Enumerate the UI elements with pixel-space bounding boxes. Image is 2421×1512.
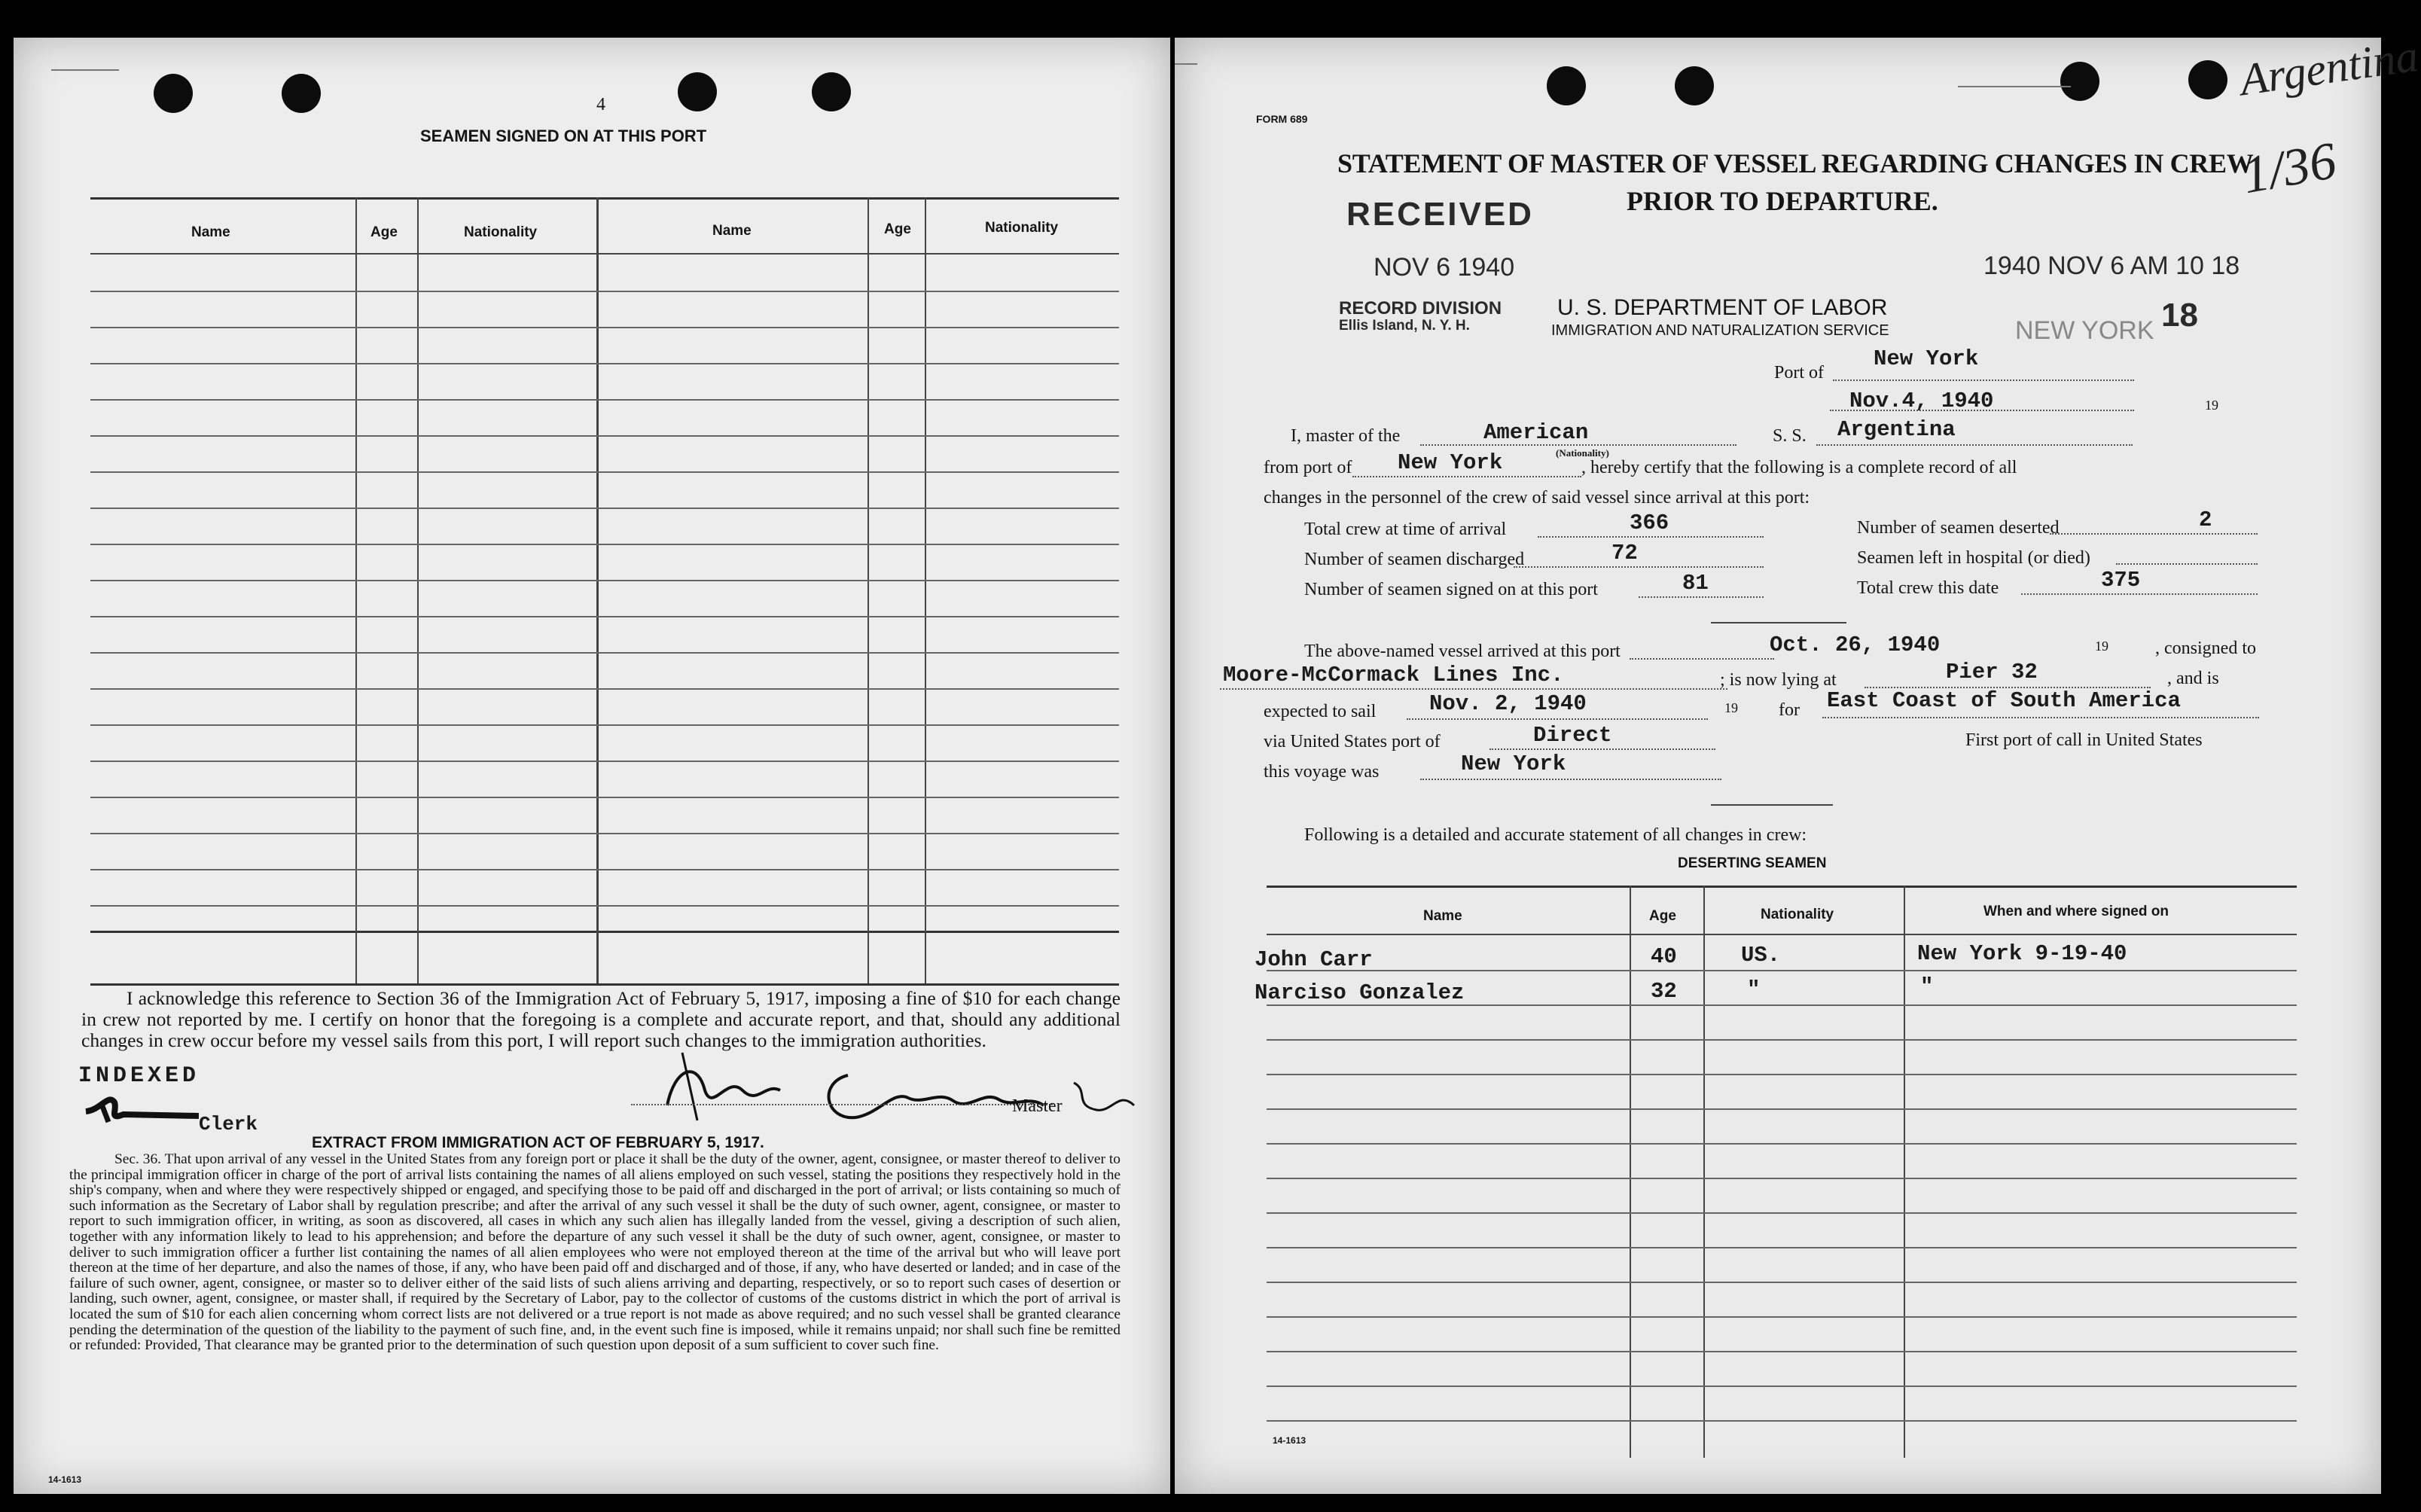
table-row-rule: [1267, 1247, 2297, 1248]
total-crew-arrival-label: Total crew at time of arrival: [1304, 520, 1507, 539]
total-crew-label: Total crew this date: [1857, 578, 1999, 598]
form-code: 14-1613: [48, 1474, 82, 1485]
table-row-rule: [90, 616, 1119, 617]
hospital-label: Seamen left in hospital (or died): [1857, 548, 2090, 568]
table-row-rule: [90, 291, 1119, 292]
column-header-nationality: Nationality: [1761, 907, 1834, 922]
column-header-age: Age: [1649, 908, 1676, 924]
ss-label: S. S.: [1773, 426, 1807, 446]
deserter-nationality: ": [1747, 977, 1761, 1002]
table-bottom-rule: [90, 931, 1119, 933]
extract-title: EXTRACT FROM IMMIGRATION ACT OF FEBRUARY 5, 1917.: [312, 1134, 764, 1151]
voyage-value: New York: [1461, 751, 1566, 776]
stamp-number: 18: [2161, 297, 2198, 334]
column-divider: [596, 197, 599, 985]
via-port: Direct: [1533, 723, 1612, 748]
port-field-line: [1833, 380, 2134, 381]
extract-text: Sec. 36. That upon arrival of any vessel in the United States from any foreign port or place it shall be the duty of the owner, agent, consignee, or master thereof to deliver to the principal immigration officer in charge of the port of arrival lists containing the names of all aliens employed on such vessel, stating the positions they respectively hold in the ship's company, when and where they were respectively shipped or engaged, and specifying those to be paid off and discharged in the port of arrival; or lists containing so much of such information as the Secretary of Labor shall by regulation prescribe; and after the arrival of any such vessel it shall be the duty of such owner, agent, consignee, or master to report to such immigration officer, in writing, as soon as discovered, all cases in which any such alien has illegally landed from the vessel, giving a description of such alien, together with any information likely to lead to his apprehension; and before the departure of any such vessel it shall be the duty of such owner, agent, consignee, or master to deliver to such immigration officer a further list containing the names of all alien employees who were not employed thereon at the time of the arrival but who will leave port thereon at the time of her departure, and also the names of those, if any, who have been paid off and discharged and of those, if any, who have deserted or landed; and in case of the failure of such owner, agent, consignee, or master so to deliver either of the said lists of such aliens arriving and departing, respectively, or so to report such cases of desertion or landing, such owner, agent, consignee, or master shall, if required by the Secretary of Labor, pay to the collector of customs of the customs district in which the port of arrival is located the sum of $10 for each alien concerning whom correct lists are not delivered or a true report is not made as above required; and no such vessel shall be granted clearance pending the determination of the question of the liability to the payment of such fine, and, in the event such fine is imposed, while it remains unpaid; nor shall such fine be remitted or refunded: Provided, That clearance may be granted prior to the determination of such question upon deposit of a sum sufficient to cover such fine.: [69, 1151, 1121, 1354]
via-label: via United States port of: [1264, 732, 1441, 751]
first-port-label: First port of call in United States: [1965, 730, 2203, 750]
expected-label: expected to sail: [1264, 702, 1377, 721]
table-row-rule: [90, 544, 1119, 545]
punch-hole: [678, 72, 717, 111]
destination-field-line: [1822, 717, 2259, 718]
form-number: FORM 689: [1256, 113, 1308, 125]
ship-name: Argentina: [1837, 417, 1956, 442]
arrived-label: The above-named vessel arrived at this port: [1304, 642, 1621, 661]
punch-hole: [1675, 66, 1714, 105]
table-row-rule: [90, 797, 1119, 798]
from-port-field-line: [1352, 476, 1581, 477]
table-row-rule: [1267, 1282, 2297, 1283]
table-row-rule: [1267, 1178, 2297, 1179]
deserter-signed-on: ": [1920, 974, 1934, 999]
port-label: Port of: [1774, 363, 1824, 383]
column-header-age: Age: [370, 224, 398, 240]
nationality-caption: (Nationality): [1556, 447, 1609, 459]
deserter-signed-on: New York 9-19-40: [1917, 941, 2127, 966]
edge-mark: [1175, 63, 1197, 65]
table-row-rule: [90, 580, 1119, 581]
signed-on-value: 81: [1682, 571, 1709, 596]
signature-line: [631, 1104, 1053, 1105]
signed-on-label: Number of seamen signed on at this port: [1304, 580, 1598, 599]
certify-text: , hereby certify that the following is a complete record of all: [1581, 458, 2017, 477]
stat-line: [2116, 563, 2258, 565]
section-divider: [1711, 622, 1846, 623]
table-row-rule: [90, 363, 1119, 364]
column-header-nationality: Nationality: [464, 224, 538, 240]
table-row-rule: [1267, 1074, 2297, 1075]
left-page-title: SEAMEN SIGNED ON AT THIS PORT: [420, 127, 707, 145]
master-label: Master: [1012, 1096, 1063, 1116]
arrived-field-line: [1630, 658, 1774, 660]
table-row-rule: [90, 508, 1119, 509]
stat-line: [2050, 533, 2258, 535]
total-crew-arrival-value: 366: [1630, 511, 1669, 535]
consignee: Moore-McCormack Lines Inc.: [1223, 663, 1564, 687]
deserted-label: Number of seamen deserted: [1857, 518, 2060, 538]
table-row-rule: [90, 399, 1119, 401]
handwritten-corner-note: Argentina: [2237, 30, 2421, 105]
year-prefix: 19: [2095, 639, 2108, 654]
stat-line: [1639, 596, 1764, 598]
deserted-value: 2: [2199, 508, 2212, 532]
column-header-signed-on: When and where signed on: [1983, 904, 2169, 919]
punch-hole: [812, 72, 851, 111]
deserter-table-header-rule: [1267, 934, 2297, 935]
table-row-rule: [90, 724, 1119, 726]
punch-hole: [2188, 60, 2227, 99]
punch-hole: [154, 74, 193, 113]
table-row-rule: [90, 688, 1119, 690]
table-row-rule: [90, 652, 1119, 654]
discharged-value: 72: [1611, 541, 1638, 565]
edge-mark: [51, 69, 119, 71]
table-row-rule: [90, 327, 1119, 328]
consigned-label: , consigned to: [2155, 639, 2256, 658]
consignee-field-line: [1220, 688, 1727, 690]
column-divider: [417, 197, 419, 985]
table-row-rule: [1267, 1108, 2297, 1110]
column-header-age: Age: [884, 221, 911, 237]
column-header-name: Name: [191, 224, 230, 240]
service-name: IMMIGRATION AND NATURALIZATION SERVICE: [1551, 322, 1889, 339]
table-row-rule: [1267, 1385, 2297, 1387]
deserting-title: DESERTING SEAMEN: [1678, 855, 1827, 871]
stat-line: [2021, 593, 2258, 595]
table-row-rule: [90, 833, 1119, 834]
punch-hole: [282, 74, 321, 113]
table-row-rule: [90, 435, 1119, 437]
column-divider: [355, 197, 357, 985]
date-value: Nov.4, 1940: [1849, 389, 1994, 413]
column-divider: [925, 197, 926, 985]
table-row-rule: [90, 761, 1119, 762]
master-of-label: I, master of the: [1291, 426, 1401, 446]
column-header-name: Name: [712, 223, 752, 239]
nationality-value: American: [1483, 420, 1589, 445]
sail-date-field-line: [1407, 718, 1708, 720]
punch-hole: [1547, 66, 1586, 105]
deserter-age: 32: [1651, 979, 1677, 1004]
right-page: [1175, 30, 2421, 1494]
column-header-name: Name: [1423, 908, 1462, 924]
deserter-name: Narciso Gonzalez: [1255, 980, 1465, 1005]
clerk-label: Clerk: [199, 1113, 258, 1136]
and-is-text: , and is: [2167, 669, 2219, 688]
lying-at-label: ; is now lying at: [1720, 670, 1837, 690]
table-row-rule: [1267, 1316, 2297, 1318]
received-stamp-date: NOV 6 1940: [1374, 253, 1515, 282]
deserter-nationality: US.: [1741, 943, 1781, 968]
table-row-rule: [90, 471, 1119, 473]
received-stamp-place: Ellis Island, N. Y. H.: [1339, 318, 1470, 334]
department-name: U. S. DEPARTMENT OF LABOR: [1557, 295, 1888, 320]
table-row-rule: [1267, 1039, 2297, 1041]
table-row-rule: [90, 905, 1119, 907]
arrived-date: Oct. 26, 1940: [1770, 633, 1941, 657]
destination: East Coast of South America: [1827, 688, 2181, 713]
table-end-rule: [90, 983, 1119, 986]
year-prefix: 19: [2205, 398, 2218, 413]
edge-mark: [1958, 86, 2071, 87]
voyage-field-line: [1420, 779, 1721, 780]
acknowledgment-text: I acknowledge this reference to Section 36 of the Immigration Act of February 5, 1917, imposing a fine of $10 for each change in crew not reported by me. I certify on honor that the foregoing is a complete and accurate report, and that, should any additional changes in crew occur before my vessel sails from this port, I will report such changes to the immigration authorities.: [81, 987, 1121, 1051]
table-row-rule: [1267, 1420, 2297, 1422]
following-text: Following is a detailed and accurate statement of all changes in crew:: [1304, 825, 1807, 845]
table-row-rule: [1267, 1212, 2297, 1214]
table-header-rule: [90, 253, 1119, 255]
ship-field-line: [1816, 444, 2133, 446]
via-field-line: [1489, 748, 1715, 750]
column-divider: [1904, 886, 1905, 1458]
lying-at-value: Pier 32: [1946, 660, 2038, 684]
changes-text: changes in the personnel of the crew of said vessel since arrival at this port:: [1264, 488, 1810, 508]
column-header-nationality: Nationality: [985, 220, 1059, 236]
total-crew-value: 375: [2101, 568, 2141, 593]
voyage-label: this voyage was: [1264, 762, 1380, 782]
table-row-rule: [1267, 1351, 2297, 1352]
master-signature: [652, 1045, 1164, 1128]
column-divider: [867, 197, 869, 985]
discharged-label: Number of seamen discharged: [1304, 550, 1525, 569]
received-stamp-division: RECORD DIVISION: [1339, 298, 1502, 319]
form-code: 14-1613: [1273, 1435, 1307, 1446]
sail-date: Nov. 2, 1940: [1429, 691, 1587, 716]
table-row-rule: [1267, 970, 2297, 971]
time-stamp: 1940 NOV 6 AM 10 18: [1983, 251, 2240, 280]
handwritten-fraction: 1/36: [2238, 131, 2341, 206]
column-divider: [1630, 886, 1631, 1458]
year-prefix: 19: [1724, 700, 1738, 715]
ny-receipt-stamp: NEW YORK: [2015, 316, 2154, 345]
section-divider: [1711, 804, 1833, 806]
indexed-stamp: INDEXED: [78, 1063, 200, 1089]
deserter-table-top: [1267, 886, 2297, 888]
column-divider: [1703, 886, 1705, 1458]
received-stamp: RECEIVED: [1346, 196, 1534, 233]
left-page: [14, 38, 1170, 1494]
port-value: New York: [1874, 346, 1979, 371]
stat-line: [1538, 536, 1764, 538]
deserter-age: 40: [1651, 944, 1677, 969]
from-port-value: New York: [1398, 450, 1503, 475]
clerk-initials-mark: [78, 1087, 214, 1132]
form-title: STATEMENT OF MASTER OF VESSEL REGARDING CHANGES IN CREW: [1337, 148, 2254, 178]
for-label: for: [1779, 700, 1800, 720]
deserter-name: John Carr: [1255, 947, 1373, 972]
table-top-rule: [90, 197, 1119, 200]
table-row-rule: [90, 869, 1119, 870]
from-port-label: from port of: [1264, 458, 1352, 477]
page-number: 4: [596, 95, 605, 114]
stat-line: [1514, 566, 1764, 568]
table-row-rule: [1267, 1143, 2297, 1145]
form-subtitle: PRIOR TO DEPARTURE.: [1627, 186, 1938, 216]
punch-hole: [2060, 62, 2099, 101]
